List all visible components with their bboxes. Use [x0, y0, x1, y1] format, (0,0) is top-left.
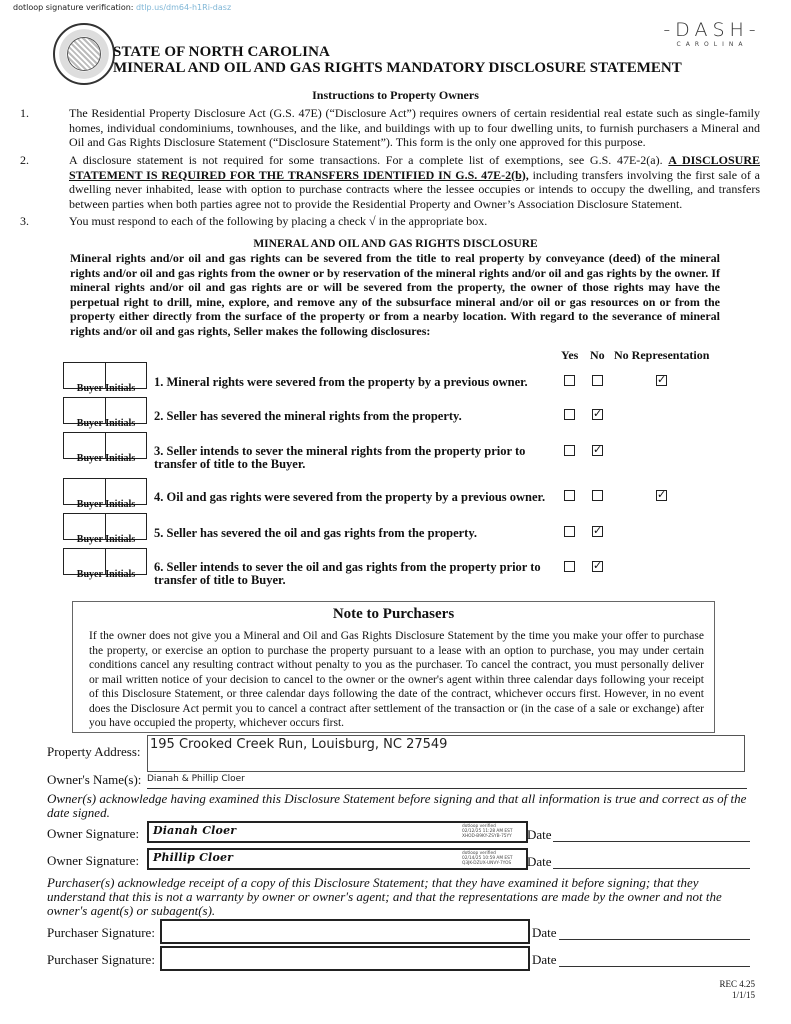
question-6: 6. Seller intends to sever the oil and gas rights from the property prior to transfer of title to Buyer. [154, 560, 541, 587]
q4-no-representation-checkbox[interactable]: ✓ [657, 488, 667, 501]
disclosure-heading: MINERAL AND OIL AND GAS RIGHTS DISCLOSURE [253, 238, 538, 250]
logo-main-text: -DASH- [663, 19, 761, 41]
instruction-text: You must respond to each of the following by placing a check √ in the appropriate box. [69, 214, 488, 228]
q1-no-representation-checkbox[interactable]: ✓ [657, 373, 667, 386]
dash-carolina-logo [662, 20, 762, 48]
q3-no-checkbox[interactable]: ✓ [593, 443, 603, 456]
column-header-yes: Yes [561, 348, 579, 362]
instruction-number: 1. [20, 106, 29, 120]
instruction-item-1 [20, 106, 760, 150]
instruction-text: The Residential Property Disclosure Act (G.S. 47E) (“Disclosure Act”) requires owners of certain residential real estate such as single-family homes, individual condominiums, townhouses, and the like, and buildings with up to four dwelling units, to furnish purchasers a Mineral and Oil and Gas Rights Disclosure Statement (“Disclosure Statement”). This form is the only one approved for this purpose. [69, 106, 760, 149]
dotloop-verified-stamp: dotloop verified 02/12/25 11:28 AM EST XHOD-B9KY-ZSYB-75YY [462, 824, 513, 839]
owner-acknowledgement: Owner(s) acknowledge having examined this Disclosure Statement before signing and that all information is true and correct as of the date signed. [47, 791, 747, 820]
purchaser-acknowledgement: Purchaser(s) acknowledge receipt of a copy of this Disclosure Statement; that they have examined it before signing; that they understand that this is not a warranty by owner or owner's agent; and that the representations are made by the owner and not the owner's agent(s) or subagent(s). [47, 875, 722, 918]
note-text: If the owner does not give you a Mineral and Oil and Gas Rights Disclosure Statement by the time you make your offer to purchase the property, or exercise an option to purchase the property pursuant to a lease with an option to purchase, you may under certain conditions cancel any resulting contract without penalty to you as the purchaser. To cancel the contract, you must personally deliver or mail written notice of your decision to cancel to the owner or the owner's agent within three calendar days following your receipt of this Disclosure Statement, or three calendar days following the date of the contract, whichever occurs first. However, in no event does the Disclosure Act permit you to cancel a contract after settlement of the transaction or (in the case of a sale or exchange) after you have occupied the property, whichever occurs first. [89, 630, 704, 729]
owner-signature-label-1: Owner Signature: [47, 826, 140, 841]
owners-name-underline [147, 788, 747, 789]
owner-date-field-2[interactable] [553, 868, 750, 869]
buyer-initials-label: Buyer Initials [76, 499, 136, 510]
owner-date-label-1: Date [527, 827, 552, 842]
q1-yes-checkbox[interactable] [564, 375, 575, 386]
logo-sub-text: CAROLINA [676, 41, 748, 48]
property-address-label: Property Address: [47, 744, 141, 759]
property-address-field[interactable]: 195 Crooked Creek Run, Louisburg, NC 27549 [147, 735, 745, 772]
purchaser-signature-label-1: Purchaser Signature: [47, 925, 155, 940]
purchaser-date-label-1: Date [532, 925, 557, 940]
instruction-item-3 [20, 214, 760, 229]
signature-text: Dianah Cloer [153, 824, 237, 837]
question-4: 4. Oil and gas rights were severed from the property by a previous owner. [154, 490, 546, 504]
instruction-number: 2. [20, 153, 29, 167]
note-to-purchasers [72, 601, 715, 733]
q6-no-checkbox[interactable]: ✓ [593, 559, 603, 572]
column-header-no: No [590, 348, 605, 362]
instructions-heading: Instructions to Property Owners [312, 88, 479, 102]
q3-yes-checkbox[interactable] [564, 445, 575, 456]
q2-no-checkbox[interactable]: ✓ [593, 407, 603, 420]
q1-no-checkbox[interactable] [592, 375, 603, 386]
owner-date-label-2: Date [527, 854, 552, 869]
buyer-initials-label: Buyer Initials [76, 383, 136, 394]
form-date: 1/1/15 [731, 990, 755, 1000]
owner-signature-field-1[interactable] [147, 821, 528, 843]
owner-date-field-1[interactable] [553, 841, 750, 842]
form-number: REC 4.25 [719, 979, 755, 989]
required-transfers-emphasis: A DISCLOSURE STATEMENT IS REQUIRED FOR THE TRANSFERS IDENTIFIED IN G.S. 47E-2(b), [69, 153, 760, 182]
question-3: 3. Seller intends to sever the mineral rights from the property prior to transfer of title to the Buyer. [154, 444, 526, 471]
form-footer [690, 979, 755, 1001]
q6-yes-checkbox[interactable] [564, 561, 575, 572]
purchaser-date-field-1[interactable] [559, 939, 750, 940]
question-5: 5. Seller has severed the oil and gas rights from the property. [154, 526, 478, 540]
verification-link[interactable]: dtlp.us/dm64-h1Ri-dasz [136, 3, 232, 12]
purchaser-date-label-2: Date [532, 952, 557, 967]
owner-signature-field-2[interactable] [147, 848, 528, 870]
column-header-no-representation: No Representation [614, 348, 710, 362]
q4-no-checkbox[interactable] [592, 490, 603, 501]
buyer-initials-label: Buyer Initials [76, 569, 136, 580]
purchaser-signature-field-1[interactable] [160, 919, 530, 944]
verification-label: dotloop signature verification: [13, 3, 134, 12]
signature-text: Phillip Cloer [153, 851, 234, 864]
question-1: 1. Mineral rights were severed from the property by a previous owner. [154, 375, 528, 389]
purchaser-signature-label-2: Purchaser Signature: [47, 952, 155, 967]
instruction-number: 3. [20, 214, 29, 228]
note-heading: Note to Purchasers [332, 606, 455, 622]
owner-signature-label-2: Owner Signature: [47, 853, 140, 868]
owners-name-label: Owner's Name(s): [47, 772, 142, 787]
page-title-state: STATE OF NORTH CAROLINA [113, 44, 330, 60]
buyer-initials-label: Buyer Initials [76, 418, 136, 429]
q5-no-checkbox[interactable]: ✓ [593, 524, 603, 537]
purchaser-date-field-2[interactable] [559, 966, 750, 967]
dotloop-verified-stamp: dotloop verified 02/14/25 10:59 AM EST Q3JK-DZUX-UNVY-7YOS [462, 851, 513, 866]
q2-yes-checkbox[interactable] [564, 409, 575, 420]
page-title-form: MINERAL AND OIL AND GAS RIGHTS MANDATORY DISCLOSURE STATEMENT [113, 60, 682, 76]
q5-yes-checkbox[interactable] [564, 526, 575, 537]
disclosure-paragraph: Mineral rights and/or oil and gas rights can be severed from the title to real property by conveyance (deed) of the mineral rights and/or oil and gas rights from the owner or by reservation of the mineral rights and/or oil and gas rights by the owner. If mineral rights and/or oil and gas rights are or will be severed from the property, the owner of those rights may have the perpetual right to drill, mine, explore, and remove any of the subsurface mineral and/or oil or gas resources on or from the property either directly from the surface of the property or from a nearby location. With regard to the severance of mineral rights and/or oil and gas rights, Seller makes the following disclosures: [70, 251, 720, 338]
nc-real-estate-commission-seal [53, 23, 115, 85]
purchaser-signature-field-2[interactable] [160, 946, 530, 971]
buyer-initials-label: Buyer Initials [76, 453, 136, 464]
q4-yes-checkbox[interactable] [564, 490, 575, 501]
instruction-text: A disclosure statement is not required for some transactions. For a complete list of exemptions, see G.S. 47E-2(a). A DISCLOSURE STATEMENT IS REQUIRED FOR THE TRANSFERS IDENTIFIED IN G.S. 47E-2(b), including transfers involving the first sale of a dwelling never inhabited, lease with option to purchase contracts where the lessee occupies or intends to occupy the dwelling, and transfers between parties when both parties agree not to provide the Residential Property and Owner’s Association Disclosure Statement. [69, 153, 760, 211]
question-2: 2. Seller has severed the mineral rights from the property. [154, 409, 462, 423]
owners-name-field[interactable]: Dianah & Phillip Cloer [147, 774, 245, 784]
dotloop-verification [13, 3, 231, 12]
instruction-item-2 [20, 153, 760, 211]
buyer-initials-label: Buyer Initials [76, 534, 136, 545]
